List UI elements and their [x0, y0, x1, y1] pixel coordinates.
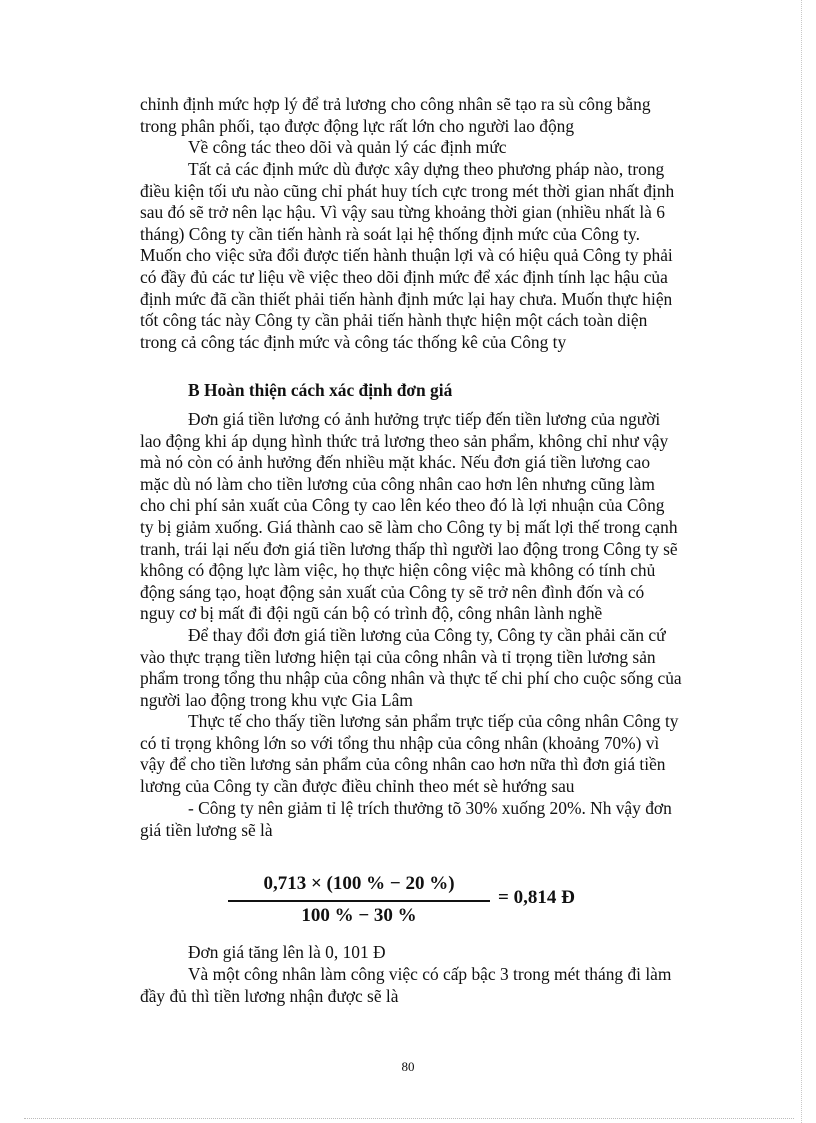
text-line: định mức đã cần thiết phải tiến hành định mức lại hay chưa. Muốn thực hiện [140, 288, 673, 309]
page-bottom-border [24, 1118, 794, 1119]
text-line: Thực tế cho thấy tiền lương sản phẩm trực tiếp của công nhân Công ty [188, 711, 679, 731]
text-line: lương của Công ty cần được điều chỉnh theo mét sè hướng sau [140, 775, 575, 796]
fraction-bar [228, 900, 490, 902]
section-heading: B Hoàn thiện cách xác định đơn giá [188, 380, 453, 400]
text-line: Để thay đổi đơn giá tiền lương của Công ty, Công ty cần phải căn cứ [188, 625, 666, 645]
text-line: Muốn cho việc sửa đổi được tiến hành thuận lợi và có hiệu quả Công ty phải [140, 245, 673, 266]
text-line: động sáng tạo, hoạt động sản xuất của Công ty sẽ trở nên đình đốn và có [140, 581, 645, 602]
text-line: điều kiện tối ưu nào cũng chỉ phát huy tích cực trong mét thời gian nhất định [140, 180, 675, 201]
paragraph-bonus-reduction [140, 798, 738, 841]
text-line: Tất cả các định mức dù được xây dựng theo phương pháp nào, trong [188, 159, 665, 179]
text-line: tranh, trái lại nếu đơn giá tiền lương thấp thì người lao động trong Công ty sẽ [140, 538, 678, 559]
text-line: mặc dù nó làm cho tiền lương của công nhân cao hơn lên nhưng cũng làm [140, 473, 655, 494]
text-line: có đầy đủ các tư liệu về việc theo dõi định mức để xác định tính lạc hậu của [140, 266, 668, 287]
formula-denominator: 100 % − 30 % [301, 905, 417, 926]
text-line: Và một công nhân làm công việc có cấp bậc 3 trong mét tháng đi làm [188, 964, 672, 984]
text-line: cho chi phí sản xuất của Công ty cao lên kéo theo đó là lợi nhuận của Công [140, 495, 665, 516]
paragraph-worker-salary [140, 964, 738, 1007]
text-line: trong cả công tác định mức và công tác thống kê của Công ty [140, 331, 567, 352]
page-number: 80 [401, 1059, 415, 1074]
formula-result: = 0,814 Đ [498, 887, 575, 908]
text-line: ty bị giảm xuống. Giá thành cao sẽ làm cho Công ty bị mất lợi thế trong cạnh [140, 516, 678, 537]
text-line: mà nó còn có ảnh hưởng đến nhiều mặt khác. Nếu đơn giá tiền lương cao [140, 452, 651, 473]
text-line: trong phân phối, tạo được động lực rất lớn cho người lao động [140, 115, 575, 136]
paragraph-price-increase [140, 942, 738, 964]
paragraph-norm-review [140, 159, 738, 353]
paragraph-monitoring-title [140, 137, 738, 159]
page-right-border [801, 0, 802, 1123]
text-line: Đơn giá tiền lương có ảnh hưởng trực tiếp đến tiền lương của người [188, 409, 661, 429]
formula-numerator: 0,713 × (100 % − 20 %) [263, 873, 455, 894]
paragraph-change-unit-price [140, 625, 738, 711]
text-line: người lao động trong khu vực Gia Lâm [140, 689, 413, 710]
text-line: tháng) Công ty cần tiến hành rà soát lại hệ thống định mức của Công ty. [140, 223, 640, 244]
text-line: giá tiền lương sẽ là [140, 819, 273, 840]
unit-price-formula [228, 870, 618, 930]
text-line: lao động khi áp dụng hình thức trả lương theo sản phẩm, không chỉ như vậy [140, 430, 669, 451]
text-line: phẩm trong tổng thu nhập của công nhân và thực tế chi phí cho cuộc sống của [140, 668, 682, 689]
text-line: tốt công tác này Công ty cần phải tiến hành thực hiện một cách toàn diện [140, 310, 648, 331]
text-line: có tỉ trọng không lớn so với tổng thu nhập của công nhân (khoảng 70%) vì [140, 732, 660, 753]
paragraph-unit-price-effect [140, 409, 738, 625]
text-line: sau đó sẽ trở nên lạc hậu. Vì vậy sau từng khoảng thời gian (nhiều nhất là 6 [140, 202, 665, 223]
paragraph-wage-fairness [140, 94, 738, 137]
text-line: đầy đủ thì tiền lương nhận được sẽ là [140, 985, 399, 1006]
text-line: chỉnh định mức hợp lý để trả lương cho công nhân sẽ tạo ra sù công bằng [140, 94, 651, 114]
paragraph-reality [140, 711, 738, 797]
text-line: nguy cơ bị mất đi đội ngũ cán bộ có trình độ, công nhân lành nghề [140, 603, 603, 624]
text-line: Đơn giá tăng lên là 0, 101 Đ [188, 942, 386, 962]
text-line: không có động lực làm việc, họ thực hiện công việc mà không có tính chủ [140, 560, 656, 581]
text-line: - Công ty nên giảm tỉ lệ trích thưởng tõ 30% xuống 20%. Nh vậy đơn [188, 798, 672, 818]
text-line: vậy để cho tiền lương sản phẩm của công nhân cao hơn nữa thì đơn giá tiền [140, 754, 666, 775]
text-line: Về công tác theo dõi và quản lý các định mức [188, 137, 507, 157]
text-line: vào thực trạng tiền lương hiện tại của công nhân và tỉ trọng tiền lương sản [140, 646, 656, 667]
